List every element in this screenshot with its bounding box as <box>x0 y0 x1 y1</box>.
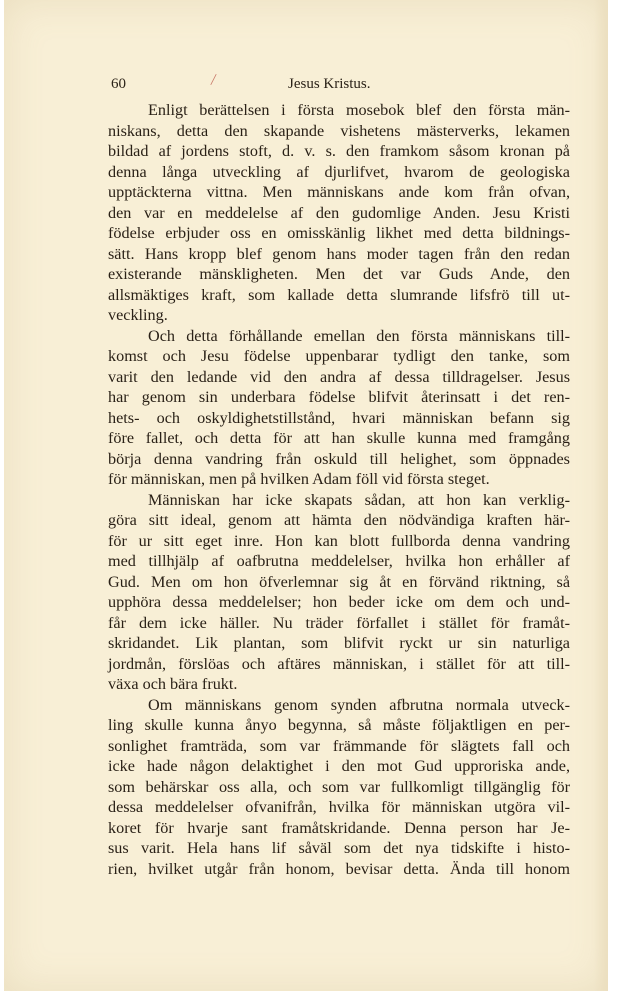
text-line: för människan, men på hvilken Adam föll vid första steget. <box>108 470 490 488</box>
text-line: ling skulle kunna ånyo begynna, så måste följaktligen en per- <box>108 716 570 734</box>
text-line: upptäckterna vittna. Men människans ande kom från ofvan, <box>108 183 570 201</box>
text-line: sus varit. Hela hans lif såväl som det nya tidskifte i histo- <box>108 839 570 857</box>
text-line: växa och bära frukt. <box>108 675 238 693</box>
text-line: niskans, detta den skapande vishetens mästerverks, lekamen <box>108 121 570 140</box>
text-line: skridandet. Lik plantan, som blifvit ryckt ur sin naturliga <box>108 634 570 652</box>
book-page <box>4 0 608 991</box>
text-line: Människan har icke skapats sådan, att hon kan verklig- <box>148 490 570 509</box>
text-line: jordmån, förslöas och aftäres människan, i stället för att till- <box>108 654 570 673</box>
text-line: allsmäktiges kraft, som kallade detta slumrande lifsfrö till ut- <box>108 285 570 304</box>
text-line: sonlighet framträda, som var främmande för slägtets fall och <box>108 736 570 755</box>
text-line: dessa meddelelser ofvanifrån, hvilka för människan utgöra vil- <box>108 798 570 816</box>
text-line: får dem icke häller. Nu träder förfallet i stället för framåt- <box>108 613 570 632</box>
body-text <box>108 100 570 879</box>
text-line: Gud. Men om hon öfverlemnar sig åt en förvänd riktning, så <box>108 572 570 591</box>
text-line: existerande mänskligheten. Men det var Guds Ande, den <box>108 265 570 283</box>
text-line: födelse erbjuder oss en omisskänlig likhet med detta bildnings- <box>108 224 570 242</box>
text-line: Om människans genom synden afbrutna normala utveck- <box>148 695 570 714</box>
text-line: icke hade någon delaktighet i den mot Gud upproriska ande, <box>108 757 570 775</box>
text-line: göra sitt ideal, genom att hämta den nödvändiga kraften här- <box>108 511 570 529</box>
text-line: denna långa utveckling af djurlifvet, hvarom de geologiska <box>108 162 570 181</box>
text-line: koret för hvarje sant framåtskridande. Denna person har Je- <box>108 818 570 837</box>
text-line: komst och Jesu födelse uppenbarar tydligt den tanke, som <box>108 347 570 365</box>
text-line: upphöra dessa meddelelser; hon beder icke om dem och und- <box>108 593 570 611</box>
text-line: hets- och oskyldighetstillstånd, hvari människan befann sig <box>108 408 570 427</box>
running-title: Jesus Kristus. <box>288 76 371 92</box>
page-header <box>4 69 608 98</box>
text-line: som behärskar oss alla, och som var fullkomligt tillgänglig för <box>108 777 570 796</box>
pencil-mark: / <box>209 69 218 90</box>
text-line: rien, hvilket utgår från honom, bevisar detta. Ända till honom <box>108 859 570 878</box>
text-line: Och detta förhållande emellan den första människans till- <box>148 326 570 345</box>
text-line: för ur sitt eget inre. Hon kan blott fullborda denna vandring <box>108 531 570 550</box>
text-line: Enligt berättelsen i första mosebok blef den första män- <box>148 101 570 119</box>
text-line: den var en meddelelse af den gudomlige Anden. Jesu Kristi <box>108 203 570 222</box>
text-line: sätt. Hans kropp blef genom hans moder tagen från den redan <box>108 244 570 263</box>
text-line: med tillhjälp af oafbrutna meddelelser, hvilka hon erhåller af <box>108 552 570 570</box>
text-line: bildad af jordens stoft, d. v. s. den framkom såsom kronan på <box>108 142 570 160</box>
page-number: 60 <box>111 76 126 92</box>
text-line: före fallet, och detta för att han skulle kunna med framgång <box>108 429 570 447</box>
text-line: börja denna vandring från oskuld till helighet, som öppnades <box>108 449 570 468</box>
text-line: har genom sin underbara födelse blifvit återinsatt i det ren- <box>108 388 570 406</box>
text-line: veckling. <box>108 306 168 324</box>
text-line: varit den ledande vid den andra af dessa tilldragelser. Jesus <box>108 367 570 386</box>
